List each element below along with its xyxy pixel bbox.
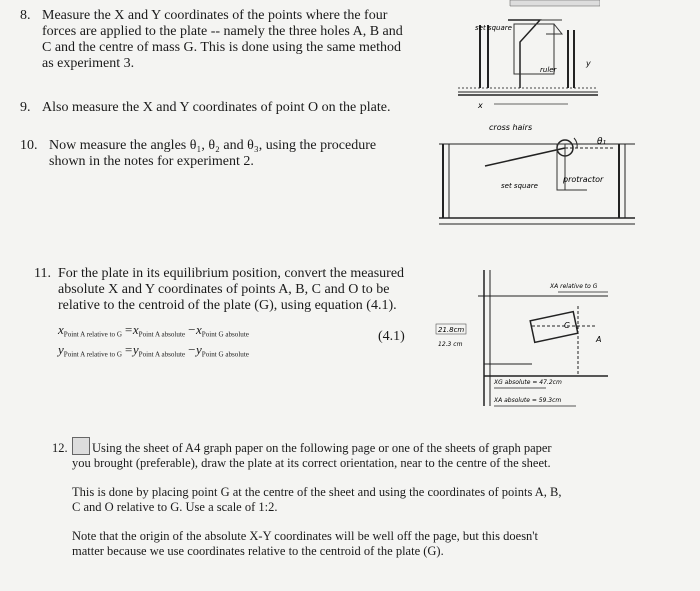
equation-number: (4.1) [378,329,405,344]
label-set-square: set square [501,182,538,190]
step-number: 11. [34,266,51,281]
step-number: 8. [20,8,31,23]
step-10 [14,138,434,170]
figure-coordinates [432,266,610,418]
figure-measure-angles [437,118,637,230]
label-y: y [586,59,591,68]
label-xa-absolute: XA absolute = 59.3cm [494,397,562,404]
label-y1: 21.8cm [438,326,465,334]
label-ruler: ruler [540,66,557,74]
step-text-line: shown in the notes for experiment 2. [49,154,254,169]
step-8 [14,8,434,72]
label-theta: θ₁ [597,137,607,147]
step-text-line: as experiment 3. [42,56,135,71]
step-text-line: C and O relative to G. Use a scale of 1:2. [72,500,278,514]
equation-line-2: $y_{Point A relative to G} =y_{Point A absolute} -y_{Point G absolute}$ [58,342,249,359]
label-xa-relative: XA relative to G [550,283,598,290]
equation-line-1: $x_{Point A relative to G} =x_{Point A absolute} -x_{Point G absolute}$ [58,322,249,339]
step-text-line: absolute X and Y coordinates of points A, B, C and O to be [58,282,390,297]
step-text-line: C and the centre of mass G. This is done using the same method [42,40,402,55]
step-text-line: Also measure the X and Y coordinates of point O on the plate. [42,100,391,115]
step-text-line: Note that the origin of the absolute X-Y coordinates will be well off the page, but this doesn't [72,529,539,543]
label-set-square: set square [475,24,512,32]
step-9 [14,100,434,116]
label-point-a: A [596,335,602,344]
step-text-line: forces are applied to the plate -- namely the three holes A, B and [42,24,403,39]
step-text-line: For the plate in its equilibrium position, convert the measured [58,266,405,281]
step-number: 9. [20,100,31,115]
step-text-line: This is done by placing point G at the centre of the sheet and using the coordinates of points A, B, [72,485,562,499]
step-number: 12. [52,441,68,455]
label-xg-absolute: XG absolute = 47.2cm [494,379,562,386]
step-text-line: Using the sheet of A4 graph paper on the following page or one of the sheets of graph paper [92,441,552,455]
step-text-line: Now measure the angles θ₁, θ₂ and θ₃, using the procedure [49,138,377,153]
step-12 [52,441,652,559]
step-number: 10. [20,138,38,153]
label-cross-hairs: cross hairs [489,123,533,132]
step-text-line: relative to the centroid of the plate (G), using equation (4.1). [58,298,397,313]
label-x: x [478,101,483,110]
label-point-c: C [564,321,570,330]
step-text-line: you brought (preferable), draw the plate at its correct orientation, near to the centre of the sheet. [72,456,551,470]
step-text-line: Measure the X and Y coordinates of the points where the four [42,8,388,23]
label-protractor: protractor [563,175,604,184]
checkbox-icon[interactable] [72,437,90,455]
step-text-line: matter because we use coordinates relative to the centroid of the plate (G). [72,544,444,558]
figure-measure-xy [450,0,600,112]
step-11 [28,266,428,314]
label-y2: 12.3 cm [438,341,463,348]
